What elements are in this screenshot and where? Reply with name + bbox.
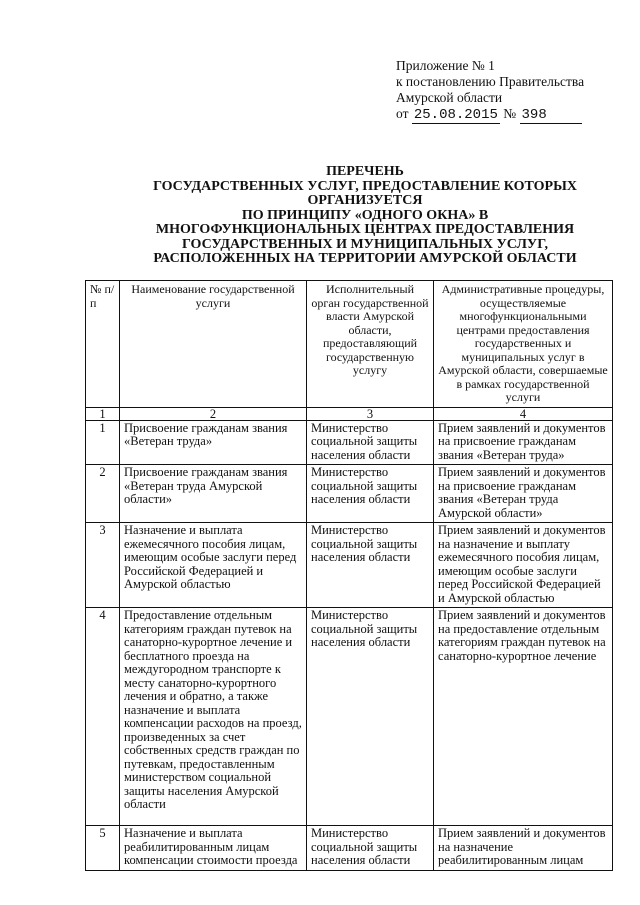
title-line: ОРГАНИЗУЕТСЯ bbox=[307, 193, 423, 208]
appendix-region: Амурской области bbox=[396, 90, 503, 105]
services-table bbox=[85, 280, 613, 871]
procedure-text: Прием заявлений и документов на присвоение гражданам звания «Ветеран труда Амурской области» bbox=[434, 465, 613, 523]
table-row bbox=[86, 608, 613, 826]
title-line: РАСПОЛОЖЕННЫХ НА ТЕРРИТОРИИ АМУРСКОЙ ОБЛАСТИ bbox=[153, 251, 577, 266]
header-procedures: Административные процедуры, осуществляемые многофункциональными центрами предоставления государственных и муниципальных услуг в Амурской области, совершаемые в рамках государственной услуги bbox=[434, 281, 613, 408]
title-line: МНОГОФУНКЦИОНАЛЬНЫХ ЦЕНТРАХ ПРЕДОСТАВЛЕНИЯ bbox=[155, 222, 575, 237]
table-row bbox=[86, 465, 613, 523]
appendix-title: Приложение № 1 bbox=[396, 58, 495, 73]
index-cell: 1 bbox=[86, 407, 120, 420]
authority-name: Министерство социальной защиты населения области bbox=[307, 826, 434, 871]
appendix-date-line bbox=[396, 106, 616, 124]
column-index-row bbox=[86, 407, 613, 420]
service-name: Назначение и выплата реабилитированным лицам компенсации стоимости проезда bbox=[120, 826, 307, 871]
date-prefix: от bbox=[396, 106, 409, 121]
title-line: ГОСУДАРСТВЕННЫХ И МУНИЦИПАЛЬНЫХ УСЛУГ, bbox=[181, 236, 549, 252]
service-name: Предоставление отдельным категориям граждан путевок на санаторно-курортное лечение и бесплатного проезда на междугородном транспорте к месту санаторно-курортного лечения и обратно, а также назначение и выплата компенсации расходов на проезд, произведенных за счет собственных средств граждан по путевкам, предоставленным министерством социальной защиты населения Амурской области bbox=[120, 608, 307, 826]
row-number: 2 bbox=[86, 465, 120, 523]
title-line: ПО ПРИНЦИПУ «ОДНОГО ОКНА» В bbox=[241, 207, 489, 223]
row-number: 3 bbox=[86, 523, 120, 608]
procedure-text: Прием заявлений и документов на присвоение гражданам звания «Ветеран труда» bbox=[434, 420, 613, 465]
row-number: 4 bbox=[86, 608, 120, 826]
document-number: 398 bbox=[520, 107, 582, 124]
authority-name: Министерство социальной защиты населения области bbox=[307, 420, 434, 465]
document-title bbox=[100, 165, 630, 267]
table-row bbox=[86, 420, 613, 465]
row-number: 1 bbox=[86, 420, 120, 465]
authority-name: Министерство социальной защиты населения области bbox=[307, 465, 434, 523]
title-line: ПЕРЕЧЕНЬ bbox=[326, 164, 404, 179]
service-name: Назначение и выплата ежемесячного пособия лицам, имеющим особые заслуги перед Российской Федерацией и Амурской областью bbox=[120, 523, 307, 608]
document-date: 25.08.2015 bbox=[413, 107, 498, 123]
index-cell: 4 bbox=[434, 407, 613, 420]
header-authority: Исполнительный орган государственной власти Амурской области, предоставляющий государственную услугу bbox=[307, 281, 434, 408]
procedure-text: Прием заявлений и документов на предоставление отдельным категориям граждан путевок на санаторно-курортное лечение bbox=[434, 608, 613, 826]
table-row bbox=[86, 523, 613, 608]
number-prefix: № bbox=[503, 106, 517, 121]
table-header-row bbox=[86, 281, 613, 408]
header-number: № п/п bbox=[86, 281, 120, 408]
authority-name: Министерство социальной защиты населения области bbox=[307, 523, 434, 608]
service-name: Присвоение гражданам звания «Ветеран труда» bbox=[120, 420, 307, 465]
authority-name: Министерство социальной защиты населения области bbox=[307, 608, 434, 826]
row-number: 5 bbox=[86, 826, 120, 871]
procedure-text: Прием заявлений и документов на назначение и выплату ежемесячного пособия лицам, имеющим особые заслуги перед Российской Федерацией и Амурской областью bbox=[434, 523, 613, 608]
service-name: Присвоение гражданам звания «Ветеран труда Амурской области» bbox=[120, 465, 307, 523]
table-row bbox=[86, 826, 613, 871]
title-line: ГОСУДАРСТВЕННЫХ УСЛУГ, ПРЕДОСТАВЛЕНИЕ КОТОРЫХ bbox=[153, 178, 577, 194]
index-cell: 2 bbox=[120, 407, 307, 420]
header-service: Наименование государственной услуги bbox=[120, 281, 307, 408]
index-cell: 3 bbox=[307, 407, 434, 420]
appendix-resolution: к постановлению Правительства bbox=[396, 74, 585, 89]
appendix-block bbox=[396, 58, 616, 124]
procedure-text: Прием заявлений и документов на назначение реабилитированным лицам bbox=[434, 826, 613, 871]
